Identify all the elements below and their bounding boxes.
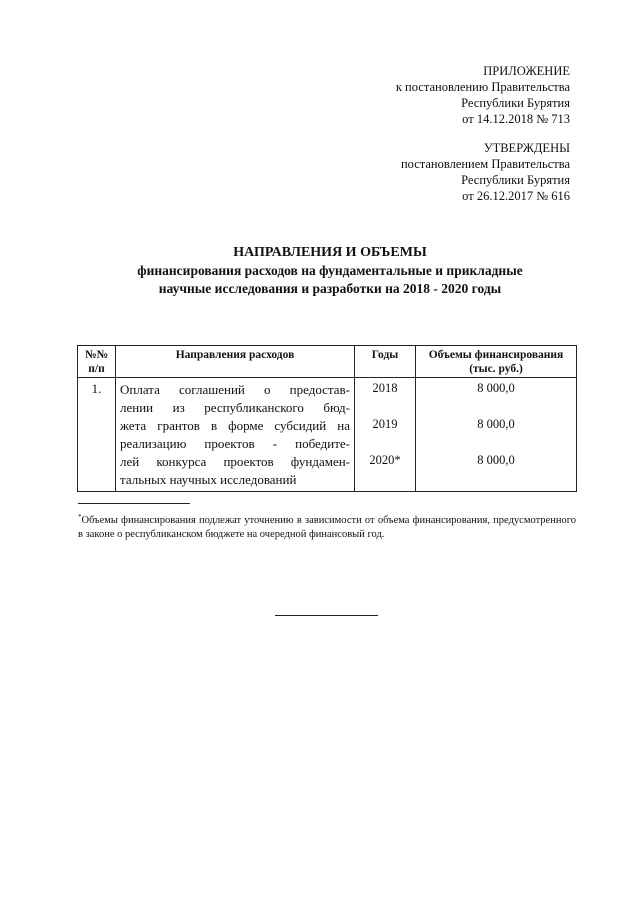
appendix-label: ПРИЛОЖЕНИЕ <box>483 64 570 78</box>
row-years <box>355 378 416 492</box>
footnote-marker: * <box>78 513 82 521</box>
volume-entry: 8 000,0 <box>477 453 515 467</box>
appendix-line-1: к постановлению Правительства <box>395 80 570 94</box>
funding-table <box>77 345 577 492</box>
year-entry: 2020* <box>369 453 401 467</box>
volume-entry: 8 000,0 <box>477 381 515 395</box>
header-volume <box>416 346 577 378</box>
header-number-line-1: №№ <box>84 349 109 361</box>
row-number: 1. <box>78 378 116 492</box>
direction-line: тальных научных исследований <box>120 472 297 487</box>
header-years: Годы <box>355 346 416 378</box>
footnote <box>78 510 576 542</box>
header-number-line-2: п/п <box>88 363 105 375</box>
row-volumes <box>416 378 577 492</box>
approved-line-2: Республики Бурятия <box>461 173 570 187</box>
appendix-line-3: от 14.12.2018 № 713 <box>462 112 570 126</box>
end-divider <box>275 615 378 616</box>
appendix-line-2: Республики Бурятия <box>461 96 570 110</box>
header-volume-line-2: (тыс. руб.) <box>469 363 523 375</box>
footnote-text: Объемы финансирования подлежат уточнению в зависимости от объема финансирования, предусмотренного в законе о республиканском бюджете на очередной финансовый год. <box>78 515 576 540</box>
header-direction: Направления расходов <box>116 346 355 378</box>
direction-line: Оплата соглашений о предостав- <box>120 382 350 397</box>
volume-entry: 8 000,0 <box>477 417 515 431</box>
year-entry: 2019 <box>372 417 398 431</box>
header-number <box>78 346 116 378</box>
document-title <box>70 244 590 298</box>
direction-line: жета грантов в форме субсидий на <box>120 418 350 433</box>
title-main: НАПРАВЛЕНИЯ И ОБЪЕМЫ <box>233 245 427 260</box>
row-direction <box>116 378 355 492</box>
title-subtitle-1: финансирования расходов на фундаментальные и прикладные <box>137 263 523 278</box>
table-header-row <box>78 346 577 378</box>
footnote-divider <box>78 503 190 504</box>
table-row <box>78 378 577 492</box>
direction-line: лении из республиканского бюд- <box>120 400 350 415</box>
approved-line-1: постановлением Правительства <box>400 157 570 171</box>
direction-line: лей конкурса проектов фундамен- <box>120 454 350 469</box>
approved-label: УТВЕРЖДЕНЫ <box>483 141 570 155</box>
title-subtitle-2: научные исследования и разработки на 2018 - 2020 годы <box>158 281 502 296</box>
direction-line: реализацию проектов - победите- <box>120 436 350 451</box>
approved-line-3: от 26.12.2017 № 616 <box>462 189 570 203</box>
approved-block <box>401 140 570 204</box>
header-volume-line-1: Объемы финансирования <box>428 349 564 361</box>
year-entry: 2018 <box>372 381 398 395</box>
appendix-block <box>396 63 570 127</box>
